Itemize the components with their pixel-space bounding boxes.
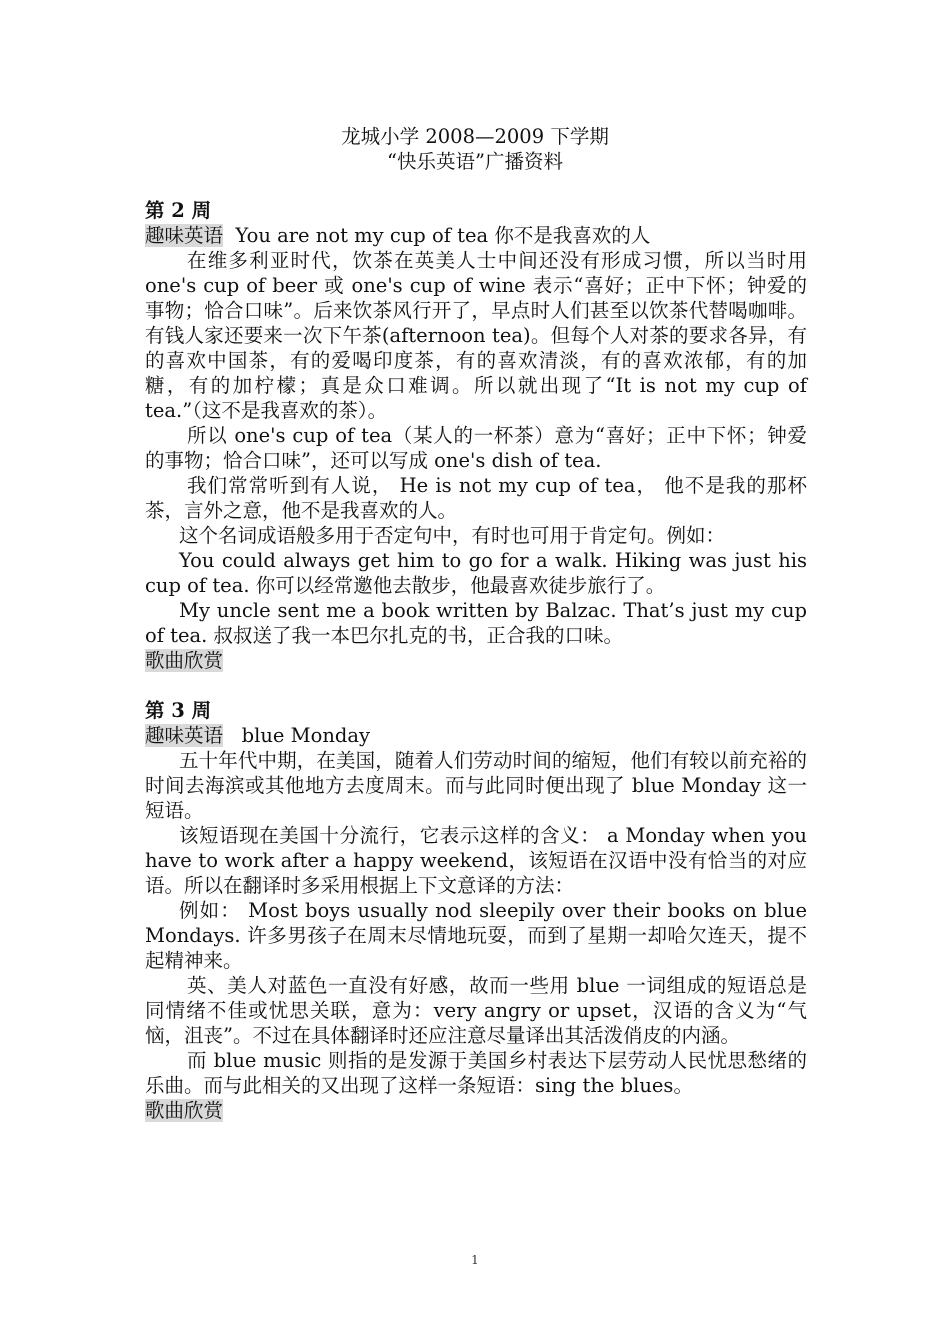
week2-song-label: 歌曲欣赏: [145, 649, 224, 672]
section-spacer: [145, 673, 807, 698]
week2-section: [145, 198, 807, 673]
week3-section: [145, 698, 807, 1123]
header-line-1: 龙城小学 2008—2009 下学期: [341, 125, 609, 148]
document-header: [0, 124, 950, 174]
week3-paragraph-2: 该短语现在美国十分流行，它表示这样的含义： a Monday when you have to work after a happy weekend，该短语在汉语中没有恰当的对应语。所以在翻译时多采用根据上下文意译的方法：: [145, 824, 807, 897]
week3-song-label: 歌曲欣赏: [145, 1099, 224, 1122]
page-number: 1: [471, 1253, 479, 1267]
week2-section-label: 趣味英语: [145, 224, 224, 247]
week3-paragraph-1: 五十年代中期，在美国，随着人们劳动时间的缩短，他们有较以前充裕的时间去海滨或其他地方去度周末。而与此同时便出现了 blue Monday 这一短语。: [145, 749, 807, 822]
week3-section-label: 趣味英语: [145, 724, 224, 747]
week3-topic-line: [145, 723, 807, 748]
week2-topic-line: [145, 223, 807, 248]
week2-paragraph-6: My uncle sent me a book written by Balzac. That’s just my cup of tea. 叔叔送了我一本巴尔扎克的书，正合我的口味。: [145, 599, 807, 647]
week3-paragraph-4: 英、美人对蓝色一直没有好感，故而一些用 blue 一词组成的短语总是同情绪不佳或忧思关联，意为：very angry or upset，汉语的含义为“气恼，沮丧”。不过在具体翻译时还应注意尽量译出其活泼俏皮的内涵。: [145, 974, 807, 1047]
week3-title: 第 3 周: [145, 699, 212, 722]
week2-title: 第 2 周: [145, 199, 212, 222]
week2-topic: You are not my cup of tea 你不是我喜欢的人: [235, 224, 651, 247]
week3-paragraph-5: 而 blue music 则指的是发源于美国乡村表达下层劳动人民忧思愁绪的乐曲。而与此相关的又出现了这样一条短语：sing the blues。: [145, 1049, 807, 1097]
document-body: [145, 198, 807, 1123]
week2-paragraph-3: 我们常常听到有人说， He is not my cup of tea， 他不是我的那杯茶，言外之意，他不是我喜欢的人。: [145, 474, 807, 522]
week2-paragraph-1: 在维多利亚时代，饮茶在英美人士中间还没有形成习惯，所以当时用 one's cup of beer 或 one's cup of wine 表示“喜好；正中下怀；钟爱的事物；恰合口味”。后来饮茶风行开了，早点时人们甚至以饮茶代替喝咖啡。有钱人家还要来一次下午茶(afternoon tea)。但每个人对茶的要求各异，有的喜欢中国茶，有的爱喝印度茶，有的喜欢清淡，有的喜欢浓郁，有的加糖，有的加柠檬；真是众口难调。所以就出现了“It is not my cup of tea.”（这不是我喜欢的茶）。: [145, 249, 807, 422]
week2-paragraph-4: 这个名词成语般多用于否定句中，有时也可用于肯定句。例如：: [179, 524, 726, 547]
week3-topic: blue Monday: [241, 724, 371, 747]
header-line-2: “快乐英语”广播资料: [387, 150, 563, 173]
week3-paragraph-3: 例如： Most boys usually nod sleepily over their books on blue Mondays. 许多男孩子在周末尽情地玩耍，而到了星期一却哈欠连天，提不起精神来。: [145, 899, 807, 972]
week2-paragraph-5: You could always get him to go for a walk. Hiking was just his cup of tea. 你可以经常邀他去散步，他最喜欢徒步旅行了。: [145, 549, 807, 597]
week2-paragraph-2: 所以 one's cup of tea（某人的一杯茶）意为“喜好；正中下怀；钟爱的事物；恰合口味”，还可以写成 one's dish of tea.: [145, 424, 807, 472]
